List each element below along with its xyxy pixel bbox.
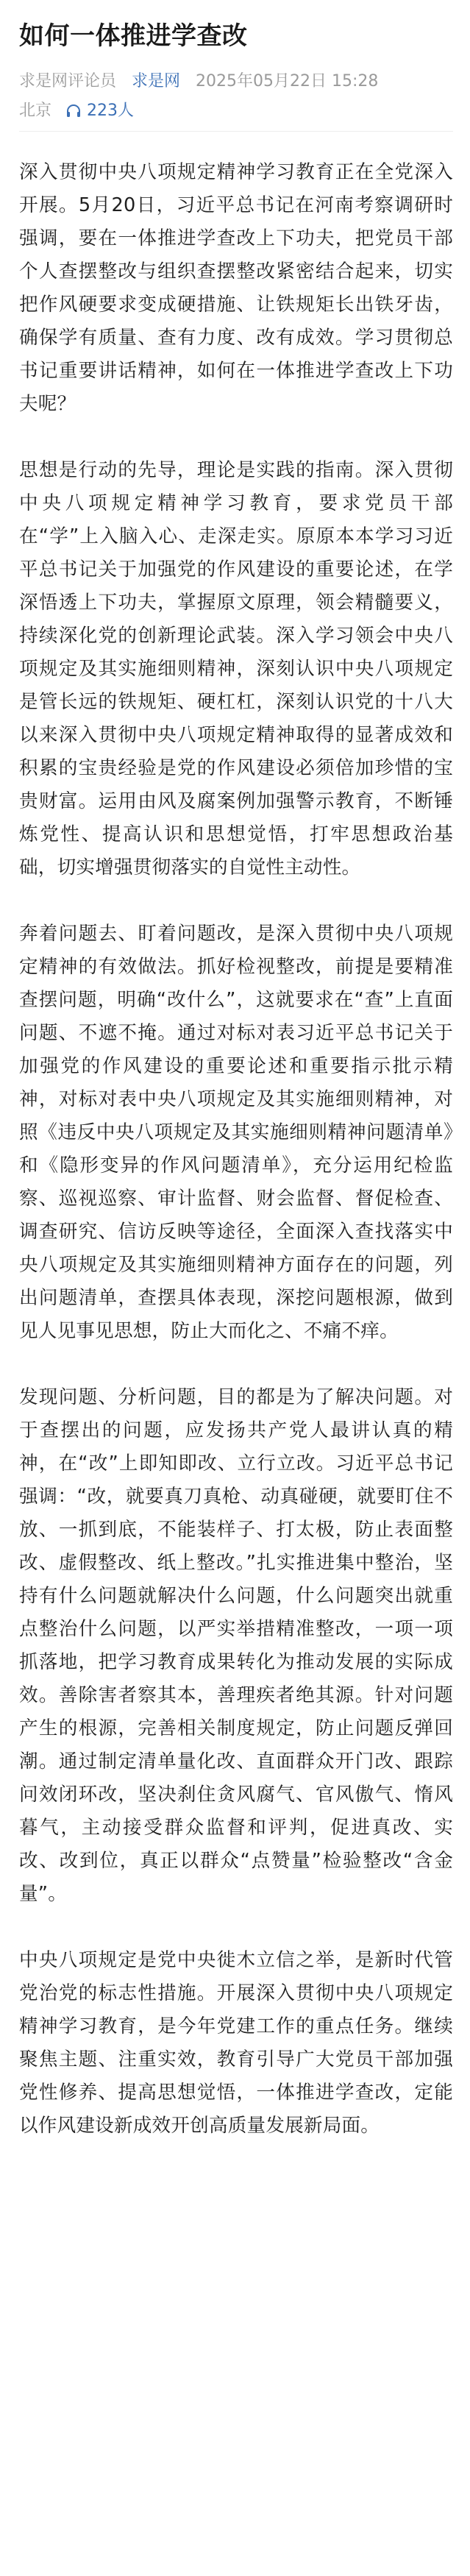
article-paragraph: 发现问题、分析问题，目的都是为了解决问题。对于查摆出的问题，应发扬共产党人最讲认真的精神，在“改”上即知即改、立行立改。习近平总书记强调：“改，就要真刀真枪、动真碰硬，就要盯住不放、一抓到底，不能装样子、打太极，防止表面整改、虚假整改、纸上整改。”扎实推进集中整治，坚持有什么问题就解决什么问题，什么问题突出就重点整治什么问题，以严实举措精准整改，一项一项抓落地，把学习教育成果转化为推动发展的实际成效。善除害者察其本，善理疾者绝其源。针对问题产生的根源，完善相关制度规定，防止问题反弹回潮。通过制定清单量化改、直面群众开门改、跟踪问效闭环改，坚决刹住贪风腐气、官风傲气、惰风暮气，主动接受群众监督和评判，促进真改、实改、改到位，真正以群众“点赞量”检验整改“含金量”。 bbox=[19, 1386, 453, 1905]
publish-location: 北京 bbox=[19, 102, 52, 120]
article-paragraph: 中央八项规定是党中央徙木立信之举，是新时代管党治党的标志性措施。开展深入贯彻中央八项规定精神学习教育，是今年党建工作的重点任务。继续聚焦主题、注重实效，教育引导广大党员干部加强党性修养、提高思想觉悟，一体推进学查改，定能以作风建设新成效开创高质量发展新局面。 bbox=[19, 1949, 453, 2137]
article-paragraph: 思想是行动的先导，理论是实践的指南。深入贯彻中央八项规定精神学习教育，要求党员干部在“学”上入脑入心、走深走实。原原本本学习习近平总书记关于加强党的作风建设的重要论述，在学深悟透上下功夫，掌握原文原理，领会精髓要义，持续深化党的创新理论武装。深入学习领会中央八项规定及其实施细则精神，深刻认识中央八项规定是管长远的铁规矩、硬杠杠，深刻认识党的十八大以来深入贯彻中央八项规定精神取得的显著成效和积累的宝贵经验是党的作风建设必须倍加珍惜的宝贵财富。运用由风及腐案例加强警示教育，不断锤炼党性、提高认识和思想觉悟，打牢思想政治基础，切实增强贯彻落实的自觉性主动性。 bbox=[19, 459, 453, 879]
article-meta-secondary bbox=[19, 100, 453, 122]
article-source: 求是网评论员 bbox=[19, 72, 117, 91]
article-body bbox=[19, 156, 453, 2176]
headphones-icon[interactable] bbox=[65, 102, 82, 120]
article-paragraph: 深入贯彻中央八项规定精神学习教育正在全党深入开展。5月20日，习近平总书记在河南考察调研时强调，要在一体推进学查改上下功夫，把党员干部个人查摆整改与组织查摆整改紧密结合起来，切实把作风硬要求变成硬措施、让铁规矩长出铁牙齿，确保学有质量、查有力度、改有成效。学习贯彻总书记重要讲话精神，如何在一体推进学查改上下功夫呢？ bbox=[19, 161, 453, 415]
publish-datetime: 2025年05月22日 15:28 bbox=[196, 72, 379, 91]
listener-count[interactable]: 223人 bbox=[87, 102, 135, 120]
article-header bbox=[19, 19, 453, 122]
article-title: 如何一体推进学查改 bbox=[19, 21, 248, 51]
header-divider bbox=[19, 131, 453, 132]
site-link[interactable]: 求是网 bbox=[132, 72, 181, 91]
article-meta bbox=[19, 71, 453, 93]
article-paragraph: 奔着问题去、盯着问题改，是深入贯彻中央八项规定精神的有效做法。抓好检视整改，前提是要精准查摆问题，明确“改什么”，这就要求在“查”上直面问题、不遮不掩。通过对标对表习近平总书记关于加强党的作风建设的重要论述和重要指示批示精神，对标对表中央八项规定及其实施细则精神，对照《违反中央八项规定及其实施细则精神问题清单》和《隐形变异的作风问题清单》，充分运用纪检监察、巡视巡察、审计监督、财会监督、督促检查、调查研究、信访反映等途径，全面深入查找落实中央八项规定及其实施细则精神方面存在的问题，列出问题清单，查摆具体表现，深挖问题根源，做到见人见事见思想，防止大而化之、不痛不痒。 bbox=[19, 923, 453, 1342]
